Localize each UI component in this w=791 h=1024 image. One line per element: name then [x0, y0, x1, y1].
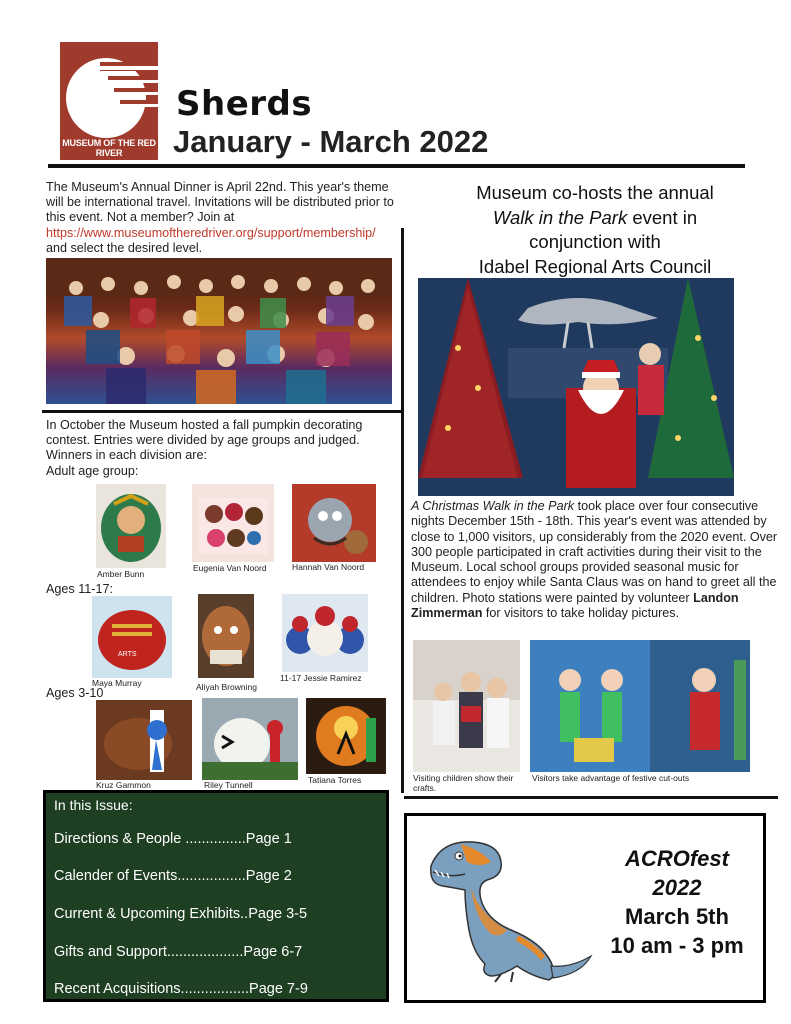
acrofest-year: 2022: [652, 875, 702, 900]
pumpkin-photo-eugenia: [192, 484, 274, 562]
dinner-text-after: and select the desired level.: [46, 240, 203, 255]
group-label-11-17: Ages 11-17:: [46, 582, 113, 596]
walk-headline-line: Idabel Regional Arts Council: [478, 255, 712, 277]
museum-logo: [60, 42, 158, 160]
walk-headline-line: Museum co-hosts the annual: [476, 182, 714, 203]
header-divider: [48, 164, 745, 168]
pumpkin-photo-amber: [96, 484, 166, 568]
acrofest-date: March 5th: [625, 904, 729, 929]
toc-item[interactable]: Recent Acquisitions.................Page 7-9: [54, 981, 308, 997]
acrofest-details: [597, 844, 757, 960]
acrofest-title: ACROfest: [625, 846, 729, 871]
toc-item[interactable]: Current & Upcoming Exhibits..Page 3-5: [54, 906, 308, 922]
dinner-group-photo: [46, 258, 392, 404]
group-label-3-10: Ages 3-10: [46, 686, 104, 700]
winner-caption: Eugenia Van Noord: [193, 563, 267, 573]
group-label-adult: Adult age group:: [46, 464, 139, 478]
winner-caption: Hannah Van Noord: [292, 562, 365, 572]
column-divider: [401, 228, 404, 793]
pumpkin-photo-hannah: [292, 484, 376, 562]
in-this-issue-box: [43, 790, 389, 1002]
dinner-text: The Museum's Annual Dinner is April 22nd. This year's theme will be international travel. Invitations will be distributed prior to this event. Not a member? Join at: [46, 180, 394, 225]
cutouts-photo-caption: Visitors take advantage of festive cut-outs: [532, 773, 690, 783]
right-section-divider: [404, 796, 778, 799]
pumpkin-photo-maya: [92, 596, 172, 678]
toc-item[interactable]: Gifts and Support...................Page 6-7: [54, 944, 303, 960]
logo-wordmark: MUSEUM OF THE RED RIVER: [62, 138, 156, 158]
pumpkin-photo-tatiana: [306, 698, 386, 774]
children-crafts-photo: [413, 640, 520, 772]
walk-event-name: Walk in the Park: [492, 206, 628, 228]
cutouts-photo: [530, 640, 750, 772]
toc-item[interactable]: Directions & People ...............Page 1: [54, 831, 292, 847]
pumpkin-photo-kruz: [96, 700, 192, 780]
winner-caption: Tatiana Torres: [308, 775, 362, 785]
group-photo-art: [46, 258, 392, 404]
walk-headline: [410, 181, 780, 279]
newsletter-title: Sherds: [176, 84, 313, 124]
santa-photo: [418, 278, 734, 496]
newsletter-date-range: January - March 2022: [173, 124, 489, 159]
logo-emblem: [60, 42, 158, 146]
svg-text:ARTS: ARTS: [118, 651, 137, 658]
acrofest-time: 10 am - 3 pm: [610, 933, 744, 958]
winner-caption: Riley Tunnell: [204, 780, 253, 790]
pumpkin-photo-riley: [202, 698, 298, 780]
children-photo-caption: Visiting children show their crafts.: [413, 773, 514, 793]
santa-photo-art: [418, 278, 734, 496]
acrofest-box: [404, 813, 766, 1003]
walk-article-body: took place over four consecutive nights December 15th - 18th. This year's event was attended by close to 1,000 visitors, up considerably from the 2020 event. Over 300 people participated in craft activities during their visit to the Museum. Local school groups provided seasonal music for attendees to enjoy while Santa Claus was on hand to greet all the children. Photo stations were painted by volunteer: [411, 499, 778, 605]
left-section-divider: [42, 410, 404, 413]
winner-caption: 11-17 Jessie Ramirez: [280, 673, 362, 683]
walk-article: [411, 499, 781, 621]
pumpkin-photo-jessie: [282, 594, 368, 672]
walk-article-end: for visitors to take holiday pictures.: [482, 606, 680, 621]
walk-article-title: A Christmas Walk in the Park: [411, 499, 575, 513]
winner-caption: Amber Bunn: [97, 569, 145, 579]
pumpkin-contest-text: In October the Museum hosted a fall pumpkin decorating contest. Entries were divided by age groups and judged. Winners in each division are:: [46, 418, 363, 463]
walk-headline-line: [410, 206, 780, 231]
dinosaur-illustration: [421, 826, 601, 986]
walk-headline-line: conjunction with: [529, 231, 661, 252]
toc-item[interactable]: Calender of Events.................Page 2: [54, 868, 292, 884]
winner-caption: Aliyah Browning: [196, 682, 257, 692]
membership-link[interactable]: https://www.museumoftheredriver.org/support/membership/: [46, 225, 376, 240]
pumpkin-photo-aliyah: [198, 594, 254, 678]
dinner-announcement: [46, 180, 396, 256]
winner-caption: Kruz Gammon: [96, 780, 151, 790]
walk-headline-tail: event in: [627, 206, 698, 228]
volunteer-name: Landon Zimmerman: [411, 590, 739, 621]
winner-caption: Maya Murray: [92, 678, 142, 688]
issue-heading: In this Issue:: [54, 797, 133, 813]
